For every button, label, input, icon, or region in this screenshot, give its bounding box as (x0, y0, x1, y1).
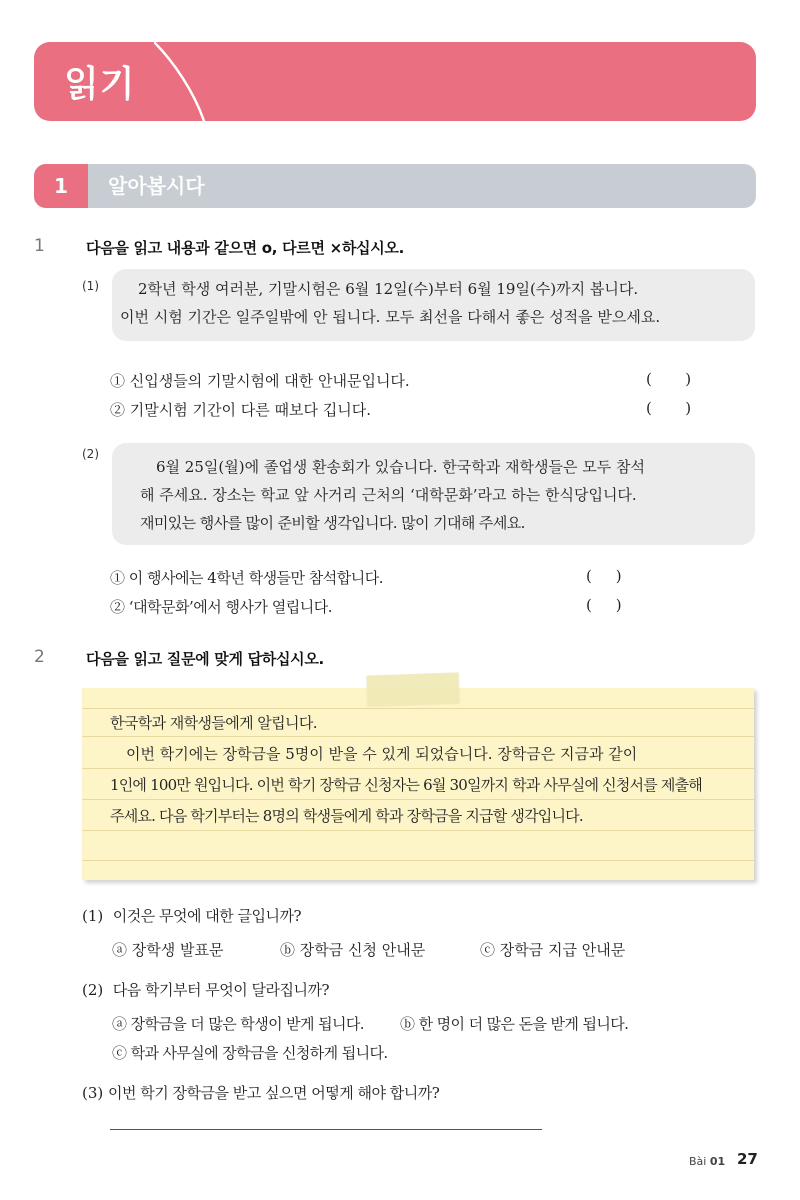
statement-mark: ① (110, 569, 125, 587)
passage-line: 6월 25일(월)에 졸업생 환송회가 있습니다. 한국학과 재학생들은 모두 참석 (156, 458, 645, 476)
answer-option[interactable]: ⓐ 장학금을 더 많은 학생이 받게 됩니다. (112, 1015, 364, 1033)
answer-blank[interactable]: ( ) (586, 596, 622, 614)
statement-mark: ① (110, 372, 126, 390)
answer-option[interactable]: ⓑ 한 명이 더 많은 돈을 받게 됩니다. (400, 1015, 629, 1033)
notice-note (82, 688, 758, 884)
section-title: 알아봅시다 (108, 174, 205, 198)
statement-text: 이 행사에는 4학년 학생들만 참석합니다. (128, 569, 384, 587)
answer-option[interactable]: ⓒ 장학금 지급 안내문 (480, 941, 626, 959)
footer-lesson (689, 1155, 725, 1168)
banner-swoosh-decoration (154, 42, 214, 121)
answer-blank[interactable]: ( ) (646, 370, 692, 388)
statement-item (110, 596, 332, 617)
sub-question (82, 1082, 439, 1103)
sub-question-label: (3) (82, 1084, 104, 1102)
notice-paper (82, 688, 754, 880)
sub-question-label: (2) (82, 447, 99, 461)
section-number: 1 (34, 164, 88, 208)
sub-question-text: 다음 학기부터 무엇이 달라집니까? (112, 981, 330, 999)
answer-blank[interactable]: ( ) (586, 567, 622, 585)
page-number: 27 (737, 1150, 758, 1168)
tape-decoration (367, 672, 460, 705)
statement-item (110, 370, 410, 391)
notice-line: 1인에 100만 원입니다. 이번 학기 장학금 신청자는 6월 30일까지 학과 사무실에 신청서를 제출해 (110, 776, 702, 794)
notice-line: 주세요. 다음 학기부터는 8명의 학생들에게 학과 장학금을 지급할 생각입니다. (110, 807, 583, 825)
statement-item (110, 567, 383, 588)
sub-question-label: (1) (82, 907, 104, 925)
footer-bai-text: Bài (689, 1155, 707, 1168)
notice-line: 한국학과 재학생들에게 알립니다. (110, 714, 317, 732)
sub-question-text: 이번 학기 장학금을 받고 싶으면 어떻게 해야 합니까? (108, 1084, 440, 1102)
passage-line: 이번 시험 기간은 일주일밖에 안 됩니다. 모두 최선을 다해서 좋은 성적을 받으세요. (120, 308, 661, 326)
question-instruction: 다음을 읽고 질문에 맞게 답하십시오. (86, 650, 324, 668)
sub-question-text: 이것은 무엇에 대한 글입니까? (112, 907, 302, 925)
passage-line: 재미있는 행사를 많이 준비할 생각입니다. 많이 기대해 주세요. (140, 514, 525, 532)
section-header (34, 164, 756, 208)
statement-mark: ② (110, 401, 126, 419)
page-title: 읽기 (64, 64, 136, 105)
sub-question-label: (2) (82, 981, 104, 999)
answer-option[interactable]: ⓒ 학과 사무실에 장학금을 신청하게 됩니다. (112, 1044, 388, 1062)
statement-text: ‘대학문화’에서 행사가 열립니다. (128, 598, 333, 616)
footer-lesson-number: 01 (709, 1155, 726, 1168)
answer-option[interactable]: ⓐ 장학생 발표문 (112, 941, 224, 959)
passage-line: 2학년 학생 여러분, 기말시험은 6월 12일(수)부터 6월 19일(수)까지 봅니다. (138, 280, 639, 298)
notice-line: 이번 학기에는 장학금을 5명이 받을 수 있게 되었습니다. 장학금은 지금과 같이 (126, 745, 638, 763)
statement-text: 신입생들의 기말시험에 대한 안내문입니다. (129, 372, 410, 390)
passage-line: 해 주세요. 장소는 학교 앞 사거리 근처의 ‘대학문화’라고 하는 한식당입니다. (140, 486, 637, 504)
sub-question (82, 905, 301, 926)
answer-line[interactable] (110, 1129, 542, 1130)
passage-box (112, 269, 755, 341)
sub-question (82, 979, 329, 1000)
question-number: 1 (34, 236, 45, 256)
statement-text: 기말시험 기간이 다른 때보다 깁니다. (129, 401, 371, 419)
sub-question-label: (1) (82, 279, 99, 293)
statement-mark: ② (110, 598, 125, 616)
answer-blank[interactable]: ( ) (646, 399, 692, 417)
header-banner (34, 42, 756, 121)
passage-box (112, 443, 755, 545)
statement-item (110, 399, 371, 420)
answer-option[interactable]: ⓑ 장학금 신청 안내문 (280, 941, 426, 959)
question-instruction: 다음을 읽고 내용과 같으면 o, 다르면 ×하십시오. (86, 239, 405, 257)
question-number: 2 (34, 647, 45, 667)
